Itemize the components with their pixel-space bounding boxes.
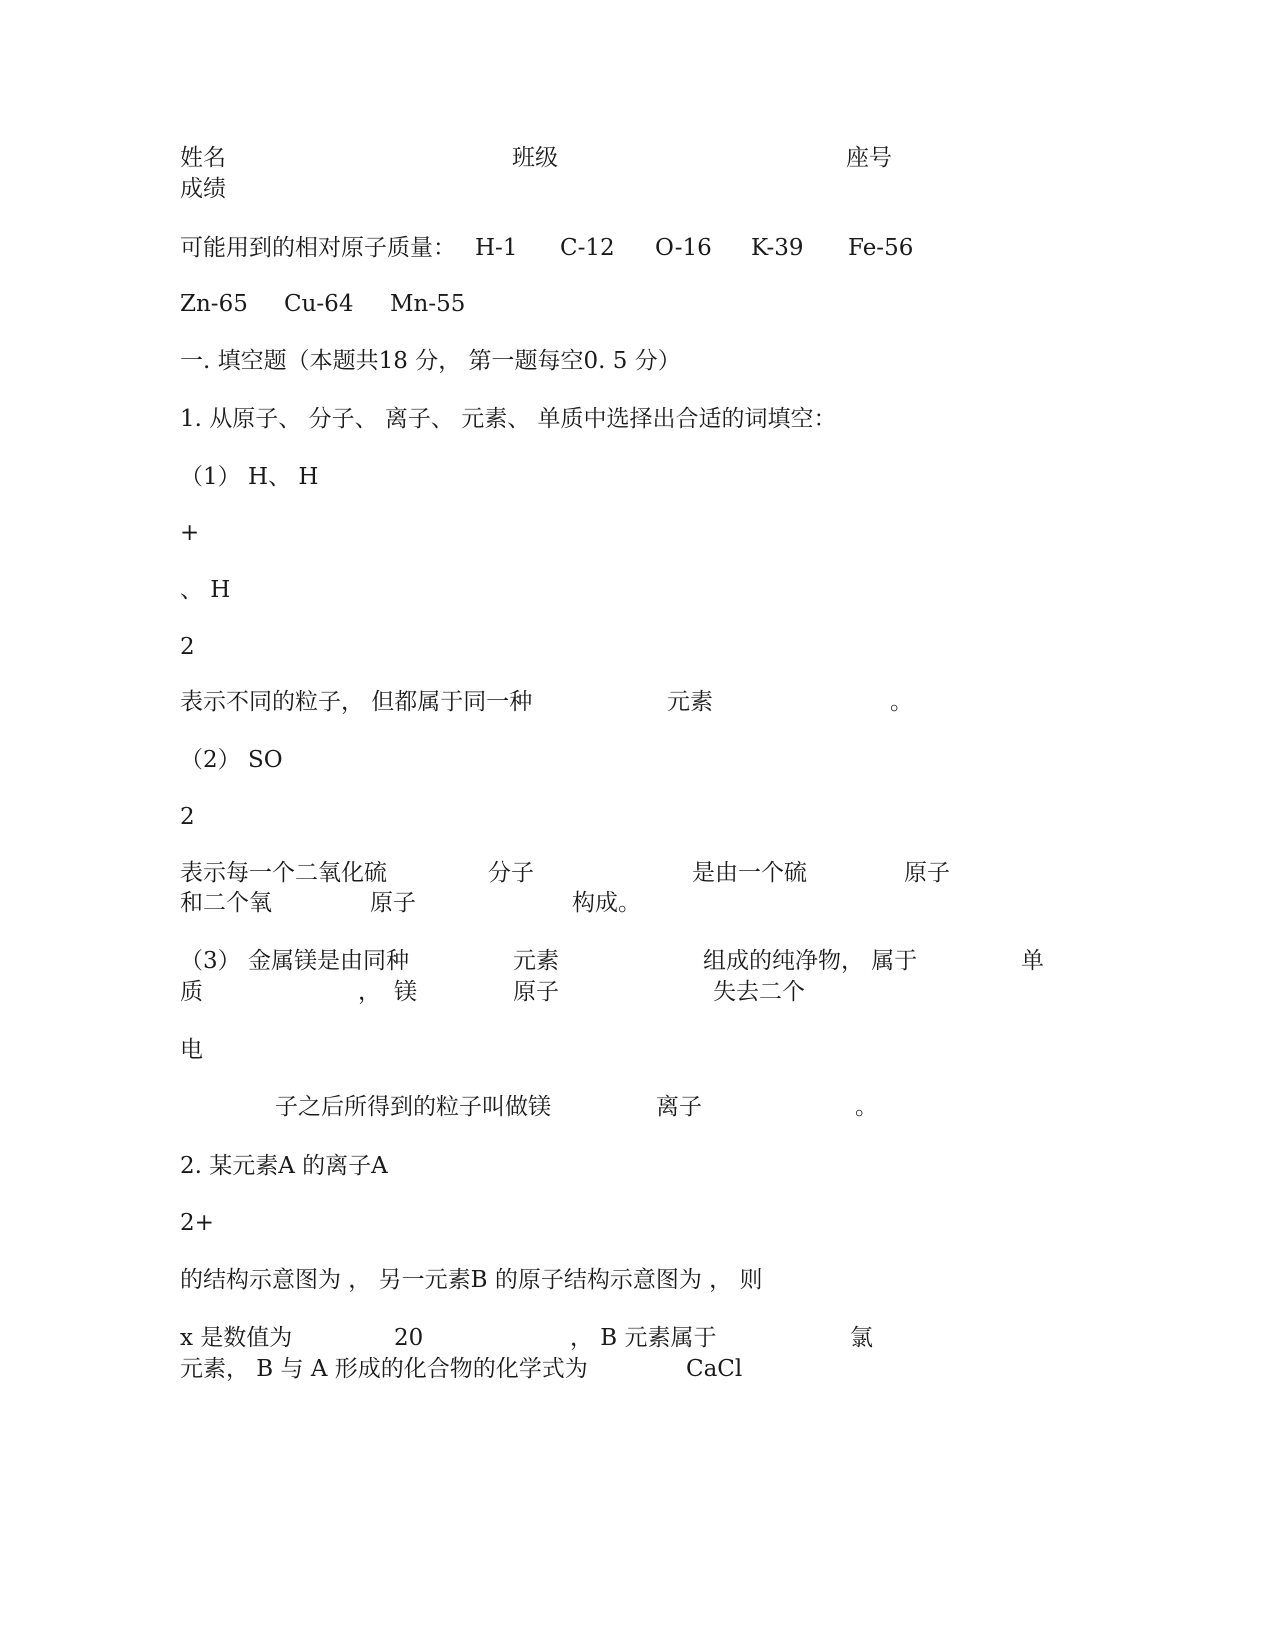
q1-part1-end: 。 [890, 689, 913, 715]
q2-answer-c: CaCl [686, 1356, 743, 1382]
q1-part2-text-c: 和二个氧 [180, 890, 272, 916]
q1-part2-subscript: 2 [180, 804, 195, 830]
q1-part1-mid: 、 H [180, 577, 231, 603]
q1-part3-text-d: 失去二个 [713, 979, 805, 1005]
atomic-mass-item: Cu-64 [284, 291, 354, 317]
q1-part3-answer-b-part2: 质 [180, 979, 203, 1005]
q1-part1-answer: 元素 [667, 689, 713, 715]
q1-part2-answer-c: 原子 [370, 890, 416, 916]
atomic-mass-item: C-12 [560, 235, 615, 261]
q1-part3-text-a: （3） 金属镁是由同种 [180, 948, 409, 974]
q1-part3-answer-c: 原子 [513, 979, 559, 1005]
q2-answer-b: 氯 [850, 1325, 873, 1351]
q1-part3-end: 。 [855, 1094, 878, 1120]
q1-part2-answer-b: 原子 [904, 860, 950, 886]
q2-superscript: 2+ [180, 1210, 214, 1236]
q1-part3-text-c: 镁 [394, 979, 417, 1005]
atomic-mass-item: Zn-65 [180, 291, 248, 317]
q2-answer-a: 20 [394, 1325, 424, 1351]
q2-text-a: 的结构示意图为 ， 另一元素B 的原子结构示意图为 ， 则 [180, 1267, 763, 1293]
q2-text-c: ， B 元素属于 [570, 1325, 717, 1351]
q1-part3-answer-a: 元素 [513, 948, 559, 974]
q2-text-d: 元素， B 与 A 形成的化合物的化学式为 [180, 1356, 588, 1382]
question-2-stem: 2. 某元素A 的离子A [180, 1153, 388, 1179]
q1-part2-label: （2） SO [180, 747, 283, 773]
q1-part1-superscript: + [180, 520, 200, 546]
atomic-mass-item: H-1 [475, 235, 518, 261]
score-label: 成绩 [180, 176, 226, 202]
q1-part1-text: 表示不同的粒子， 但都属于同一种 [180, 689, 533, 715]
q1-part3-text-e: 电 [180, 1037, 203, 1063]
q1-part3-answer-b-part1: 单 [1021, 948, 1044, 974]
q2-text-b: x 是数值为 [180, 1325, 293, 1351]
q1-part1-label: （1） H、 H [180, 464, 319, 490]
q1-part3-text-f: 子之后所得到的粒子叫做镁 [275, 1094, 551, 1120]
seat-label: 座号 [846, 145, 892, 171]
q1-part2-answer-a: 分子 [488, 860, 534, 886]
q1-part1-subscript: 2 [180, 634, 195, 660]
section-title: 一. 填空题（本题共18 分， 第一题每空0. 5 分） [180, 348, 681, 374]
name-label: 姓名 [180, 145, 226, 171]
q1-part2-text-a: 表示每一个二氧化硫 [180, 860, 387, 886]
q1-part2-text-d: 构成。 [572, 890, 641, 916]
atomic-mass-item: O-16 [655, 235, 712, 261]
atomic-mass-item: K-39 [751, 235, 804, 261]
atomic-mass-item: Mn-55 [390, 291, 466, 317]
q1-part3-comma: ， [358, 979, 381, 1005]
atomic-mass-item: Fe-56 [848, 235, 914, 261]
q1-part2-text-b: 是由一个硫 [692, 860, 807, 886]
question-1-stem: 1. 从原子、 分子、 离子、 元素、 单质中选择出合适的词填空： [180, 406, 837, 432]
class-label: 班级 [512, 145, 558, 171]
q1-part3-answer-d: 离子 [656, 1094, 702, 1120]
q1-part3-text-b: 组成的纯净物， 属于 [703, 948, 918, 974]
atomic-mass-prefix: 可能用到的相对原子质量： [180, 235, 456, 261]
